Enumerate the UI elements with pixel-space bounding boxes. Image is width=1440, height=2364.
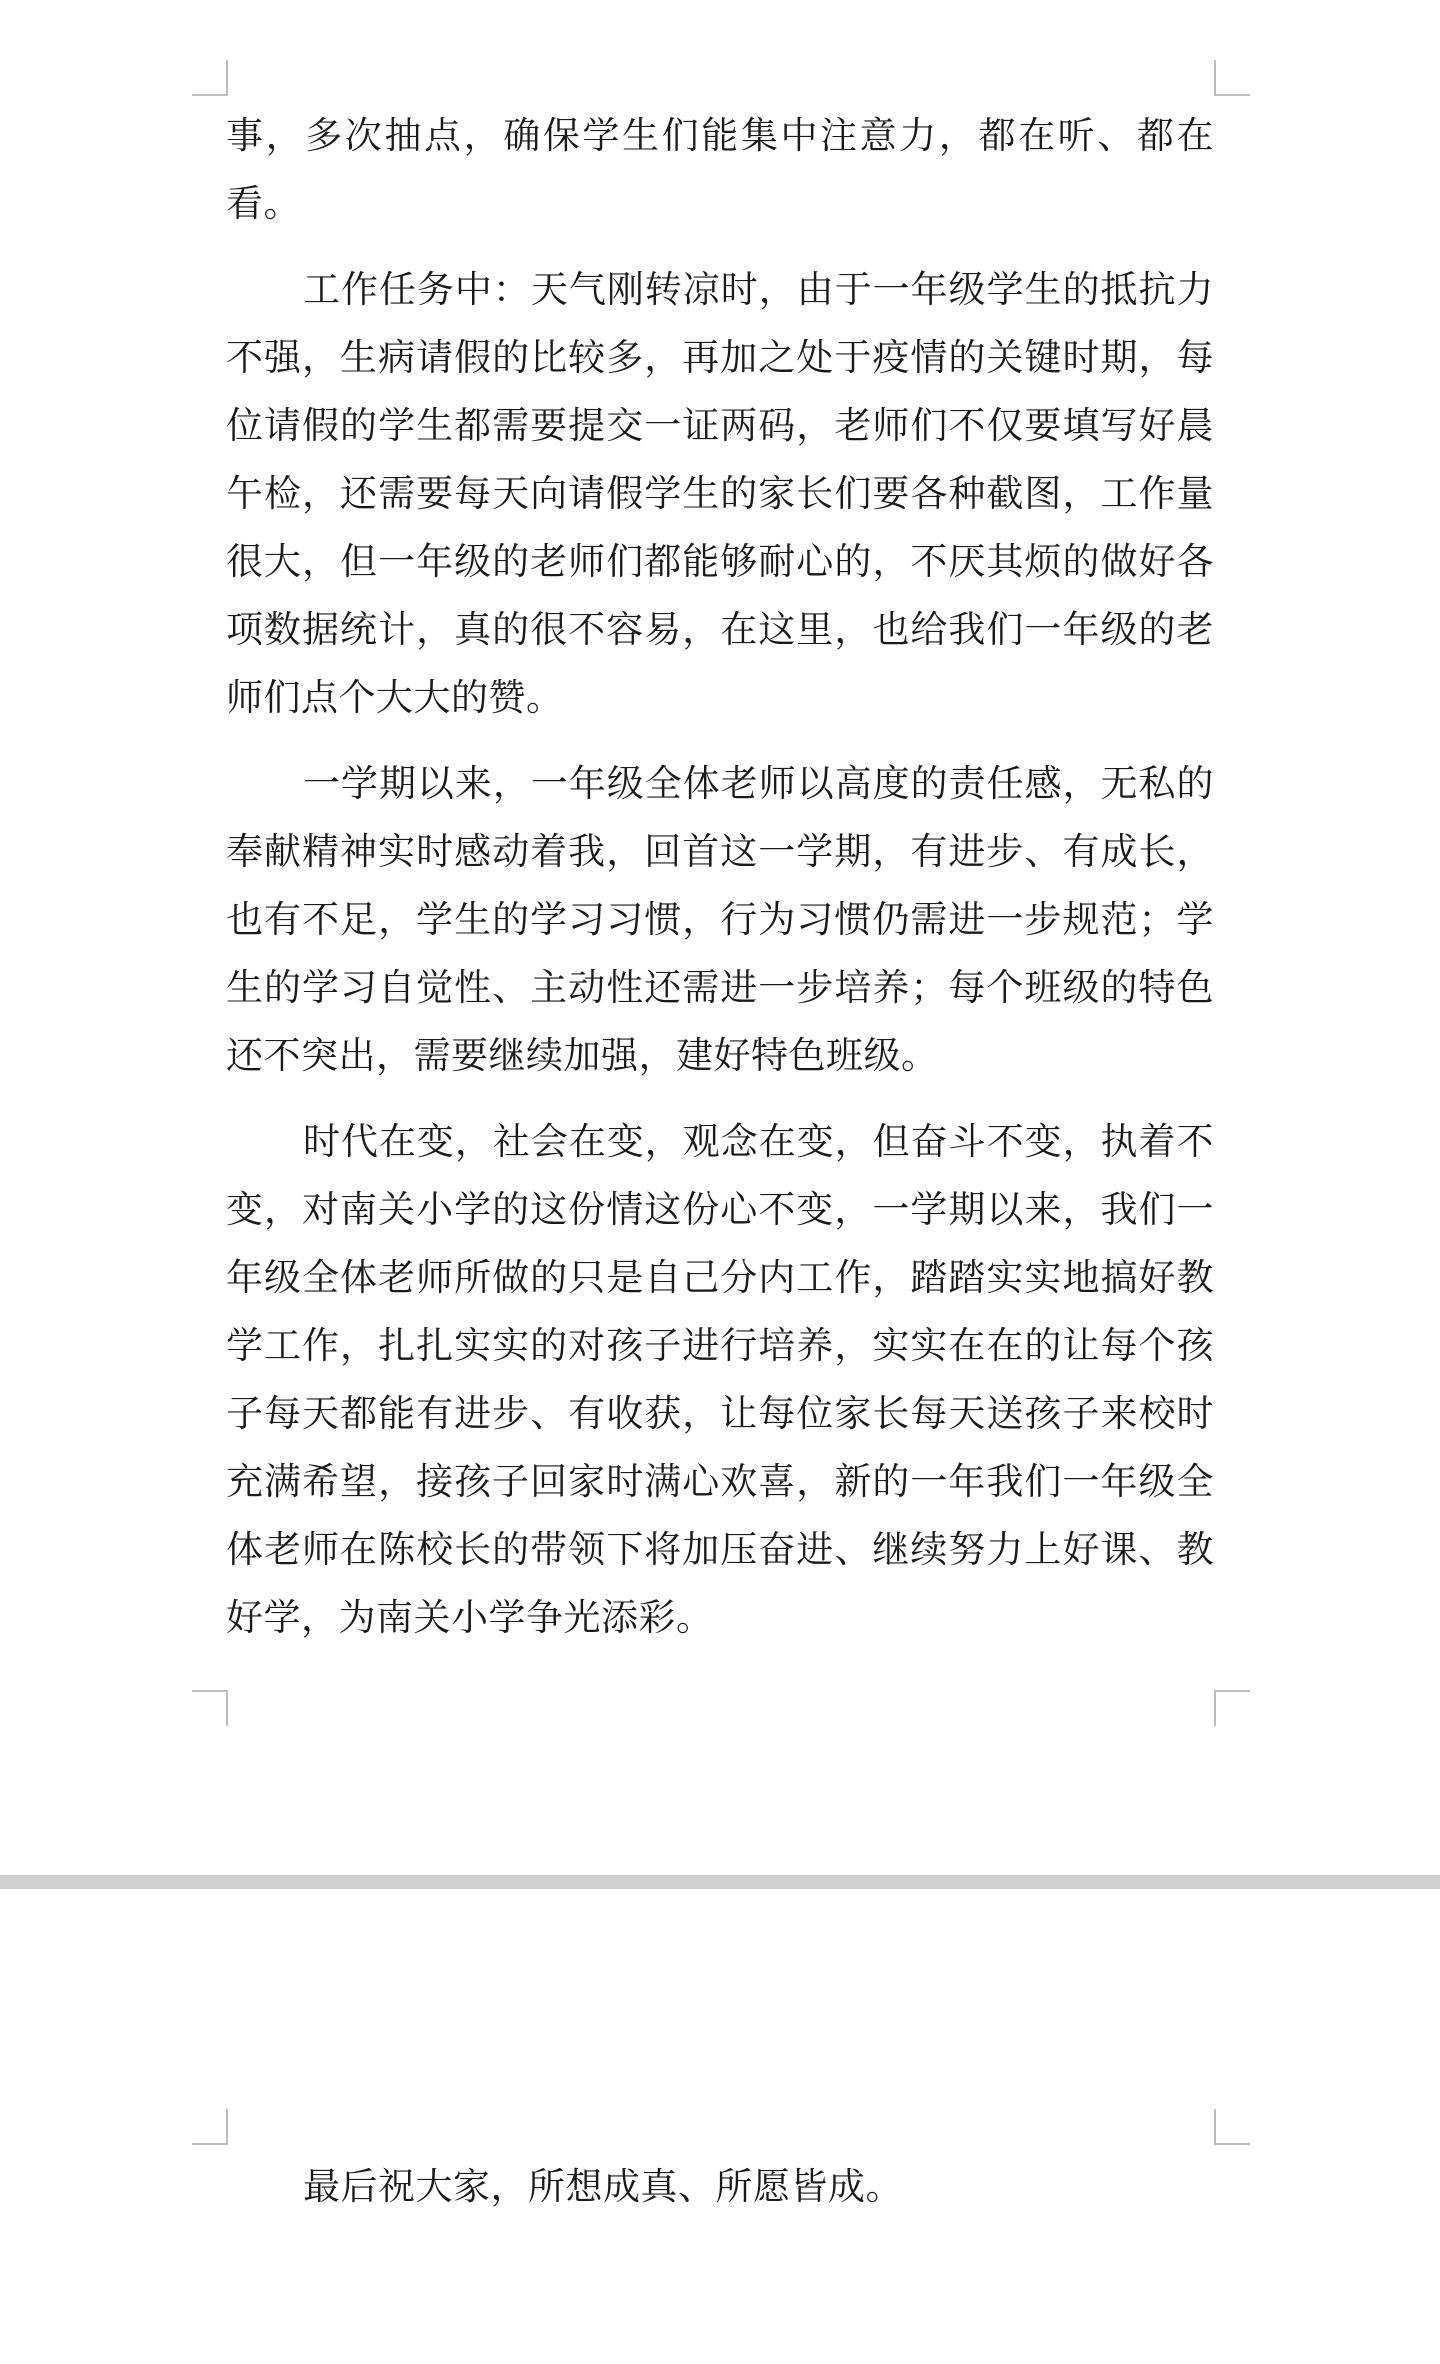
page-separator <box>0 1875 1440 1889</box>
crop-mark-top-right <box>1214 2109 1250 2145</box>
paragraph: 最后祝大家，所想成真、所愿皆成。 <box>303 2165 903 2208</box>
paragraph: 时代在变，社会在变，观念在变，但奋斗不变，执着不变，对南关小学的这份情这份心不变，一学期以来，我们一年级全体老师所做的只是自己分内工作，踏踏实实地搞好教学工作，扎扎实实的对孩子进行培养，实实在在的让每个孩子每天都能有进步、有收获，让每位家长每天送孩子来校时充满希望，接孩子回家时满心欢喜，新的一年我们一年级全体老师在陈校长的带领下将加压奋进、继续努力上好课、教好学，为南关小学争光添彩。 <box>226 1120 1214 1639</box>
crop-mark-top-left <box>192 2109 228 2145</box>
document-page-2 <box>0 1889 1440 2364</box>
paragraph: 一学期以来，一年级全体老师以高度的责任感，无私的奉献精神实时感动着我，回首这一学期，有进步、有成长，也有不足，学生的学习习惯，行为习惯仍需进一步规范；学生的学习自觉性、主动性还需进一步培养；每个班级的特色还不突出，需要继续加强，建好特色班级。 <box>226 762 1214 1077</box>
paragraph: 工作任务中：天气刚转凉时，由于一年级学生的抵抗力不强，生病请假的比较多，再加之处于疫情的关键时期，每位请假的学生都需要提交一证两码，老师们不仅要填写好晨午检，还需要每天向请假学生的家长们要各种截图，工作量很大，但一年级的老师们都能够耐心的，不厌其烦的做好各项数据统计，真的很不容易，在这里，也给我们一年级的老师们点个大大的赞。 <box>226 268 1214 719</box>
paragraph: 事，多次抽点，确保学生们能集中注意力，都在听、都在看。 <box>226 114 1214 225</box>
crop-mark-top-left <box>192 60 228 96</box>
page-1-body <box>226 102 1214 1670</box>
crop-mark-bottom-right <box>1214 1690 1250 1726</box>
crop-mark-top-right <box>1214 60 1250 96</box>
crop-mark-bottom-left <box>192 1690 228 1726</box>
page-2-body <box>226 2153 1214 2239</box>
